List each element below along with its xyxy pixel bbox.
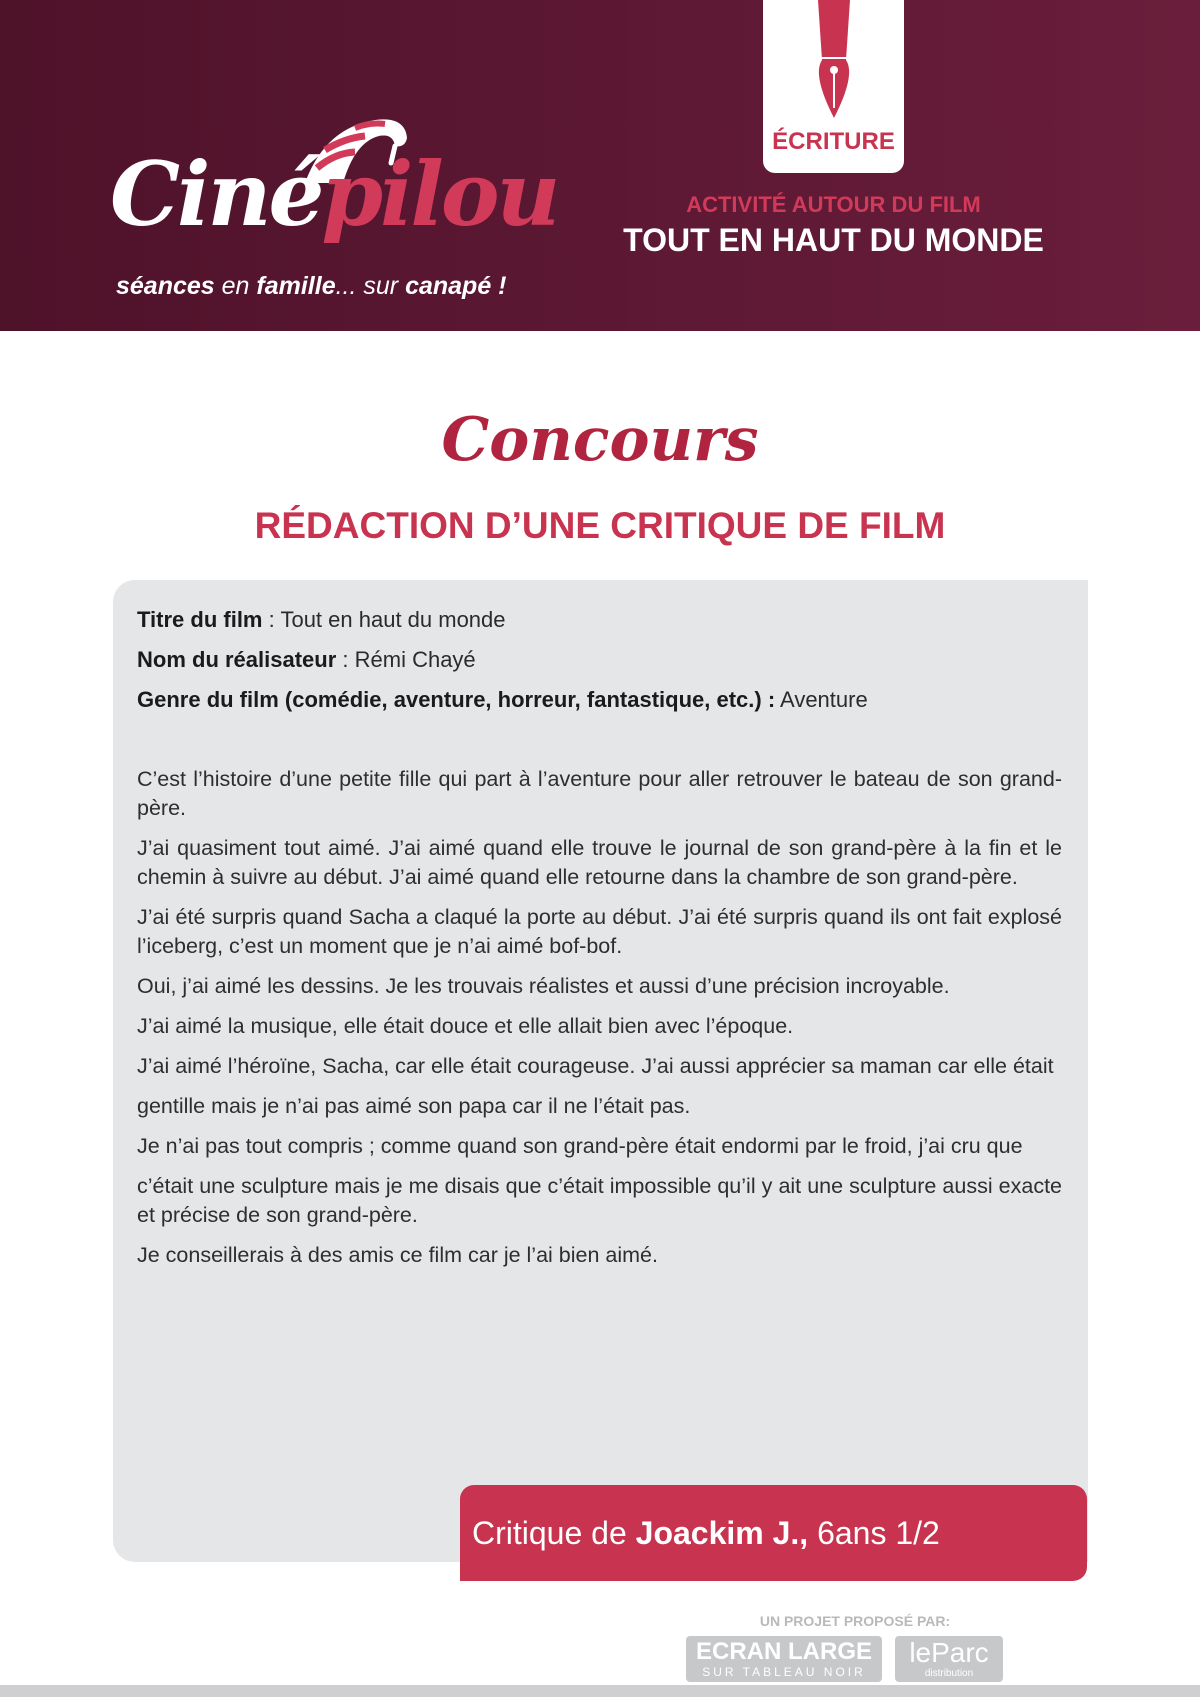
meta-sep: : — [336, 647, 355, 672]
project-label: UN PROJET PROPOSÉ PAR: — [759, 1613, 951, 1629]
leparc-subtitle: distribution — [924, 1668, 974, 1679]
ecran-large-subtitle: SUR TABLEAU NOIR — [702, 1665, 866, 1679]
meta-value: Aventure — [780, 687, 868, 712]
logo-word-part2: pilou — [321, 142, 558, 246]
ecran-large-title: ECRAN LARGE — [695, 1638, 872, 1665]
review-paragraph: c’était une sculpture mais je me disais que c’était impossible qu’il y ait une sculpture aussi exacte et précise de son grand-père. — [137, 1174, 1062, 1227]
meta-value: Rémi Chayé — [354, 647, 476, 672]
review-paragraph: Je n’ai pas tout compris ; comme quand son grand-père était endormi par le froid, j’ai cru que — [137, 1134, 1023, 1158]
critique-prefix: Critique de — [472, 1515, 636, 1551]
tagline-sur: ... sur — [335, 272, 406, 300]
review-paragraph: Je conseillerais à des amis ce film car je l’ai bien aimé. — [137, 1243, 658, 1267]
review-text — [137, 765, 1062, 1281]
review-paragraph: J’ai aimé la musique, elle était douce et elle allait bien avec l’époque. — [137, 1014, 794, 1038]
leparc-logo[interactable] — [895, 1636, 1003, 1682]
review-paragraph: J’ai quasiment tout aimé. J’ai aimé quand elle trouve le journal de son grand-père à la fin et le chemin à suivre au début. J’ai aimé quand elle retourne dans la chambre de son grand-père. — [137, 836, 1062, 889]
tagline-seances: séances — [116, 272, 215, 300]
review-paragraph: J’ai aimé l’héroïne, Sacha, car elle était courageuse. J’ai aussi apprécier sa maman car elle était — [137, 1054, 1054, 1078]
activity-label: ACTIVITÉ AUTOUR DU FILM — [686, 192, 981, 217]
author-credit — [472, 1485, 940, 1581]
tagline-canape: canapé ! — [405, 272, 507, 300]
footer-strip — [0, 1685, 1200, 1697]
leparc-title: leParc — [909, 1637, 989, 1668]
meta-value: Tout en haut du monde — [280, 607, 506, 632]
category-tab — [763, 0, 904, 173]
author-age: 6ans 1/2 — [808, 1515, 940, 1551]
page-subtitle: RÉDACTION D’UNE CRITIQUE DE FILM — [254, 505, 946, 546]
meta-label: Genre du film (comédie, aventure, horreur, fantastique, etc.) : — [137, 687, 776, 712]
cinepilou-logo[interactable] — [110, 100, 558, 310]
page-title: Concours — [441, 405, 759, 475]
meta-label: Titre du film — [137, 607, 263, 632]
meta-sep: : — [262, 607, 281, 632]
author-banner — [460, 1485, 1087, 1581]
logo-wordmark — [110, 142, 558, 246]
film-title-row — [137, 600, 1062, 640]
review-paragraph: C’est l’histoire d’une petite fille qui part à l’aventure pour aller retrouver le bateau de son grand- père. — [137, 767, 1062, 820]
meta-label: Nom du réalisateur — [137, 647, 337, 672]
film-info — [137, 600, 1062, 720]
ecran-large-logo[interactable] — [686, 1636, 882, 1682]
fountain-pen-icon — [808, 0, 860, 120]
review-paragraph: J’ai été surpris quand Sacha a claqué la porte au début. J’ai été surpris quand ils ont fait explosé l’iceberg, c’est un moment que je n’ai aimé bof-bof. — [137, 905, 1062, 958]
review-paragraph: Oui, j’ai aimé les dessins. Je les trouvais réalistes et aussi d’une précision incroyable. — [137, 974, 950, 998]
genre-row — [137, 680, 1062, 720]
tagline-en: en — [214, 272, 257, 300]
logo-word-part1: Ciné — [110, 142, 322, 246]
tagline-famille: famille — [256, 272, 336, 300]
category-label: ÉCRITURE — [772, 128, 895, 155]
director-row — [137, 640, 1062, 680]
logo-tagline — [116, 272, 507, 301]
review-paragraph: gentille mais je n’ai pas aimé son papa car il ne l’était pas. — [137, 1094, 691, 1118]
author-name: Joackim J., — [635, 1515, 809, 1551]
film-title: TOUT EN HAUT DU MONDE — [623, 222, 1044, 258]
header-banner — [0, 0, 1200, 331]
